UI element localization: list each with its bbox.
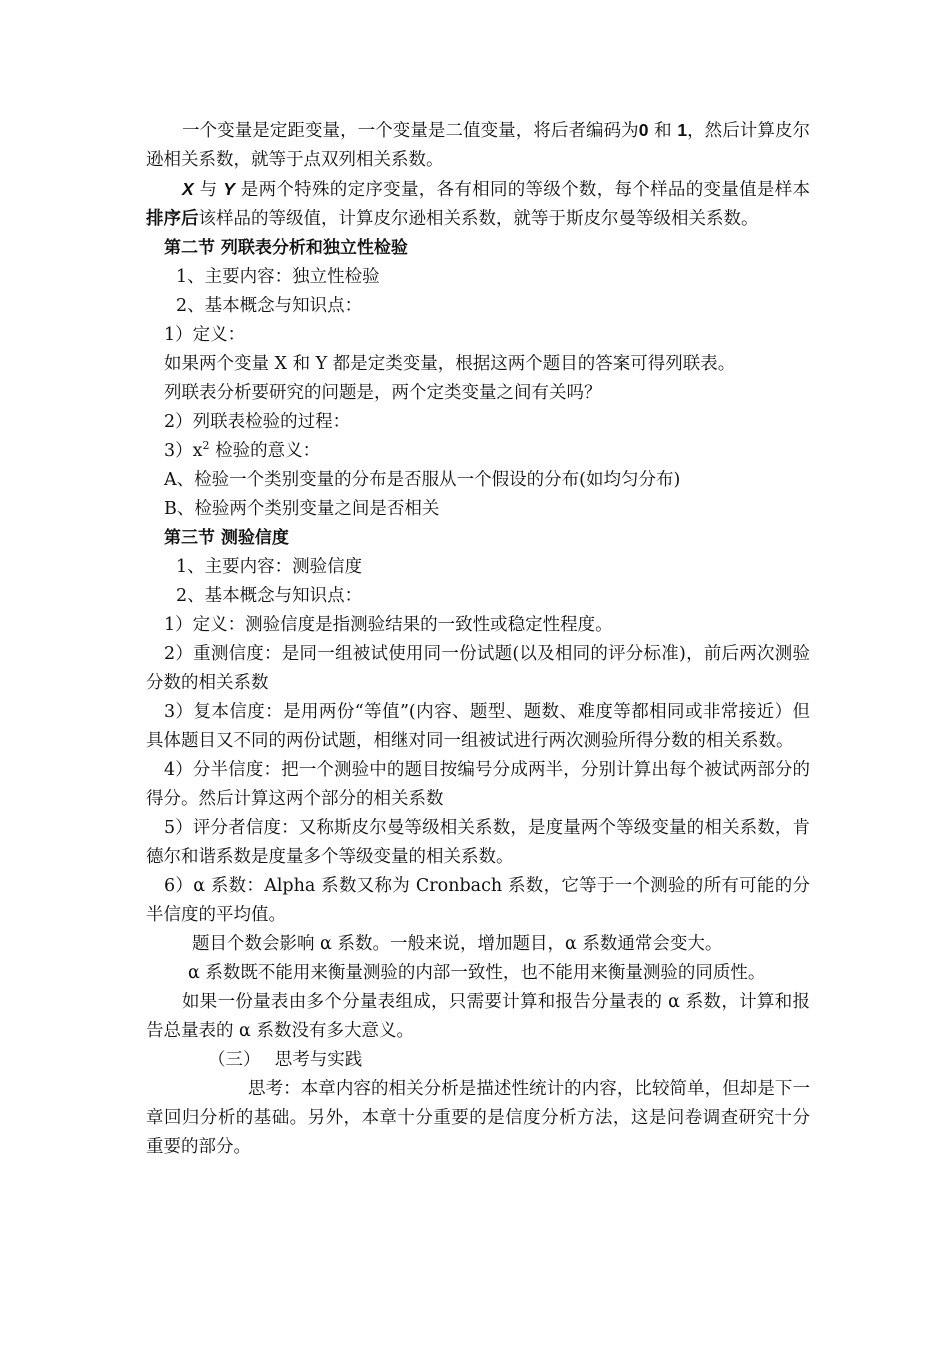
s2-item-a: A、检验一个类别变量的分布是否服从一个假设的分布(如均匀分布): [164, 470, 681, 490]
s3-subscales: 如果一份量表由多个分量表组成，只需要计算和报告分量表的 α 系数，计算和报告总量表的 α 系数没有多大意义。: [146, 992, 810, 1041]
s2-definition-text: 如果两个变量 X 和 Y 都是定类变量，根据这两个题目的答案可得列联表。: [164, 354, 736, 374]
s2-definition: 1）定义：: [164, 325, 246, 345]
s3-alpha: 6）α 系数：Alpha 系数又称为 Cronbach 系数，它等于一个测验的所有可能的分半信度的平均值。: [146, 876, 810, 925]
s3-split-half: 4）分半信度：把一个测验中的题目按编号分成两半，分别计算出每个被试两部分的得分。然后计算这两个部分的相关系数: [146, 760, 810, 809]
s3-concepts: 2、基本概念与知识点：: [176, 586, 363, 606]
section-heading-3: 第三节 测验信度: [164, 528, 289, 548]
section-heading-think: （三） 思考与实践: [208, 1050, 363, 1070]
s2-main-content: 1、主要内容：独立性检验: [176, 267, 380, 287]
think-paragraph: 思考：本章内容的相关分析是描述性统计的内容，比较简单，但却是下一章回归分析的基础。另外，本章十分重要的是信度分析方法，这是问卷调查研究十分重要的部分。: [146, 1079, 810, 1157]
s2-concepts: 2、基本概念与知识点：: [176, 296, 363, 316]
document-body: [146, 116, 810, 1162]
s2-item-b: B、检验两个类别变量之间是否相关: [164, 499, 440, 519]
s3-alpha-items: 题目个数会影响 α 系数。一般来说，增加题目，α 系数通常会变大。: [192, 934, 723, 954]
paragraph-spearman: X 与 Y 是两个特殊的定序变量，各有相同的等级个数，每个样品的变量值是样本排序后该样品的等级值，计算皮尔逊相关系数，就等于斯皮尔曼等级相关系数。: [146, 179, 810, 229]
s2-process: 2）列联表检验的过程：: [164, 412, 351, 432]
s3-inter-rater: 5）评分者信度：又称斯皮尔曼等级相关系数，是度量两个等级变量的相关系数，肯德尔和谐系数是度量多个等级变量的相关系数。: [146, 818, 810, 867]
s2-question: 列联表分析要研究的问题是，两个定类变量之间有关吗？: [164, 383, 602, 403]
s3-test-retest: 2）重测信度：是同一组被试使用同一份试题(以及相同的评分标准)，前后两次测验分数的相关系数: [146, 644, 810, 693]
section-heading-2: 第二节 列联表分析和独立性检验: [164, 238, 408, 258]
s3-definition: 1）定义：测验信度是指测验结果的一致性或稳定性程度。: [164, 615, 613, 635]
s3-parallel-forms: 3）复本信度：是用两份“等值”(内容、题型、题数、难度等都相同或非常接近）但具体题目又不同的两份试题，相继对同一组被试进行两次测验所得分数的相关系数。: [146, 702, 810, 751]
s2-chi-square: $3)x^2$ 检验的意义：: [164, 439, 321, 461]
s3-alpha-limits: α 系数既不能用来衡量测验的内部一致性，也不能用来衡量测验的同质性。: [188, 963, 766, 983]
paragraph-point-biserial: 一个变量是定距变量，一个变量是二值变量，将后者编码为0 和 1，然后计算皮尔逊相关系数，就等于点双列相关系数。: [146, 120, 811, 170]
s3-main-content: 1、主要内容：测验信度: [176, 557, 363, 577]
